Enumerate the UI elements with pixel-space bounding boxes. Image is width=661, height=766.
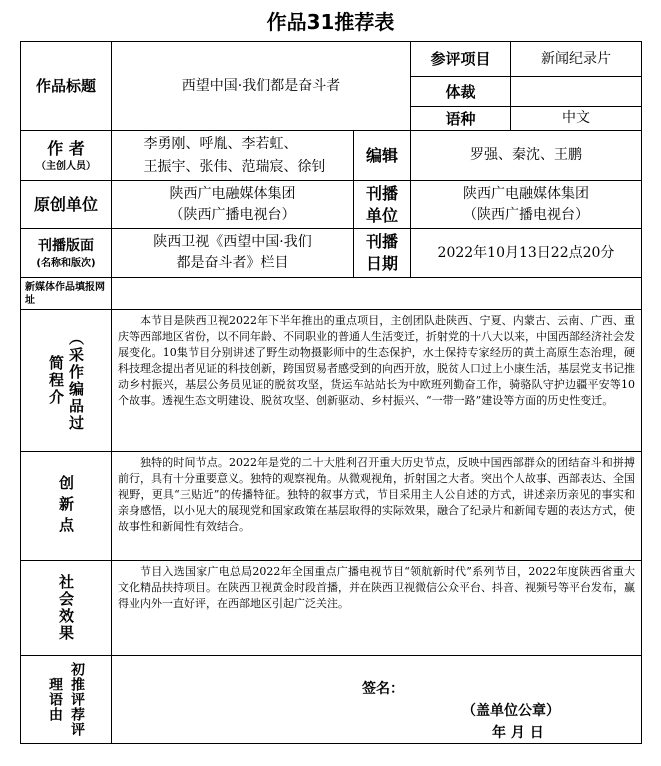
recommendation-label-text: 初推评荐评理语由 [47,662,85,737]
author-names-line1: 李勇刚、呼胤、李若虹、 [143,135,298,152]
social-effect-label [20,560,112,656]
broadcast-date-value [410,228,642,278]
page-title: 作品31推荐表 [266,10,395,34]
social-effect-text: 节目入选国家广电总局2022年全国重点广播电视节目“领航新时代”系列节目，2022年度陕西省重大文化精品扶持项目。在陕西卫视黄金时段首播，并在陕西卫视微信公众平台、抖音、视频号等平台发布，赢得业内外一直好评，在西部地区引起广泛关注。 [118,565,635,610]
recommendation-value [111,655,642,744]
process-label [20,309,112,452]
work-title-value [111,41,411,131]
broadcast-unit-line1: 陕西广电融媒体集团 [463,185,589,202]
process-label-text: （采作编品过简程介 [47,329,85,432]
seal-label: （盖单位公章） [462,703,560,719]
language-label-text: 语种 [445,109,476,128]
social-effect-value [111,560,642,656]
editor-label-text: 编辑 [365,145,398,165]
new-media-url-value [111,277,642,310]
broadcast-unit-line2: （陕西广播电视台） [463,206,589,223]
new-media-url-label [20,277,112,310]
innovation-text: 独特的时间节点。2022年是党的二十大胜利召开重大历史节点，反映中国西部群众的团结奋斗和拼搏前行，具有十分重要意义。独特的观察视角。从微观视角，折射国之大者。突出个人故事、西部表达、全国视野，更具“三贴近”的传播特征。独特的叙事方式，节目采用主人公自述的方式，讲述亲历亲见的事实和亲身感悟，以小见大的展现党和国家政策在基层取得的实际效果，融合了纪录片和新闻专题的表达方式，使故事性和新闻性有效结合。 [118,456,635,533]
date-label: 年 月 日 [492,725,544,741]
broadcast-unit-label-text: 刊播单位 [365,183,398,225]
category-label-text: 参评项目 [430,50,491,68]
author-names-line2: 王振宇、张伟、范瑞宸、徐钊 [143,158,326,175]
broadcast-unit-value [410,180,642,229]
recommendation-form-table [20,41,642,744]
language-label [410,106,511,131]
author-label-text: 作 者 [47,138,85,158]
editor-label [353,130,411,181]
author-label [20,130,112,181]
original-unit-label-text: 原创单位 [33,194,98,214]
broadcast-section-line1: 陕西卫视《西望中国·我们 [153,234,312,250]
broadcast-date-label-text: 刊播日期 [365,232,398,273]
work-title-label-text: 作品标题 [35,77,96,95]
innovation-label [20,451,112,561]
broadcast-section-label [20,228,112,278]
original-unit-line1: 陕西广电融媒体集团 [169,185,296,202]
process-text: 本节目是陕西卫视2022年下半年推出的重点项目，主创团队赴陕西、宁夏、内蒙古、云南、广西、重庆等西部地区省份，以不同年龄、不同职业的普通人生活变迁，折射党的十八大以来，中国西部经济社会发展变化。10集节目分别讲述了野生动物摄影师中的生态保护，水土保持专家经历的黄土高原生态治理，硬科技理念提出者见证的科技创新，跨国贸易者感受到的向西开放，脱贫人口过上小康生活，基层党支书记推动乡村振兴，基层公务员见证的脱贫攻坚，货运车站站长为中欧班列勤奋工作，骑骆队守护边疆平安等10个故事。透视生态文明建设、脱贫攻坚、创新驱动、乡村振兴、“一带一路”建设等方面的历史性变迁。 [118,314,635,407]
category-value [510,41,642,77]
broadcast-section-label-text: 刊播版面 [38,238,94,254]
category-label [410,41,511,77]
social-effect-label-text: 社会效果 [57,574,75,642]
broadcast-date-text: 2022年10月13日22点20分 [437,244,615,261]
original-unit-value [111,180,354,229]
innovation-label-text: 创新点 [57,474,75,538]
broadcast-section-note-text: (名称和版次) [36,258,96,269]
author-note-text: （主创人员） [36,160,96,172]
innovation-value [111,451,642,561]
editor-value [410,130,642,181]
broadcast-section-value [111,228,354,278]
language-text: 中文 [562,110,590,126]
work-title-label [20,41,112,131]
new-media-url-label-text: 新媒体作品填报网址 [25,281,105,306]
broadcast-section-line2: 都是奋斗者》栏目 [176,255,289,271]
work-title-text: 西望中国·我们都是奋斗者 [181,77,341,94]
broadcast-unit-label [353,180,411,229]
author-value [111,130,354,181]
broadcast-date-label [353,228,411,278]
category-text: 新闻纪录片 [541,50,611,67]
editor-text: 罗强、秦沈、王鹏 [470,147,582,163]
genre-value [510,76,642,107]
genre-label [410,76,511,107]
author-names [140,133,326,179]
original-unit-label [20,180,112,229]
language-value [510,106,642,131]
genre-label-text: 体裁 [445,82,476,101]
recommendation-label [20,655,112,744]
signature-label: 签名： [362,681,404,697]
process-value [111,309,642,452]
original-unit-line2: （陕西广播电视台） [169,206,296,223]
